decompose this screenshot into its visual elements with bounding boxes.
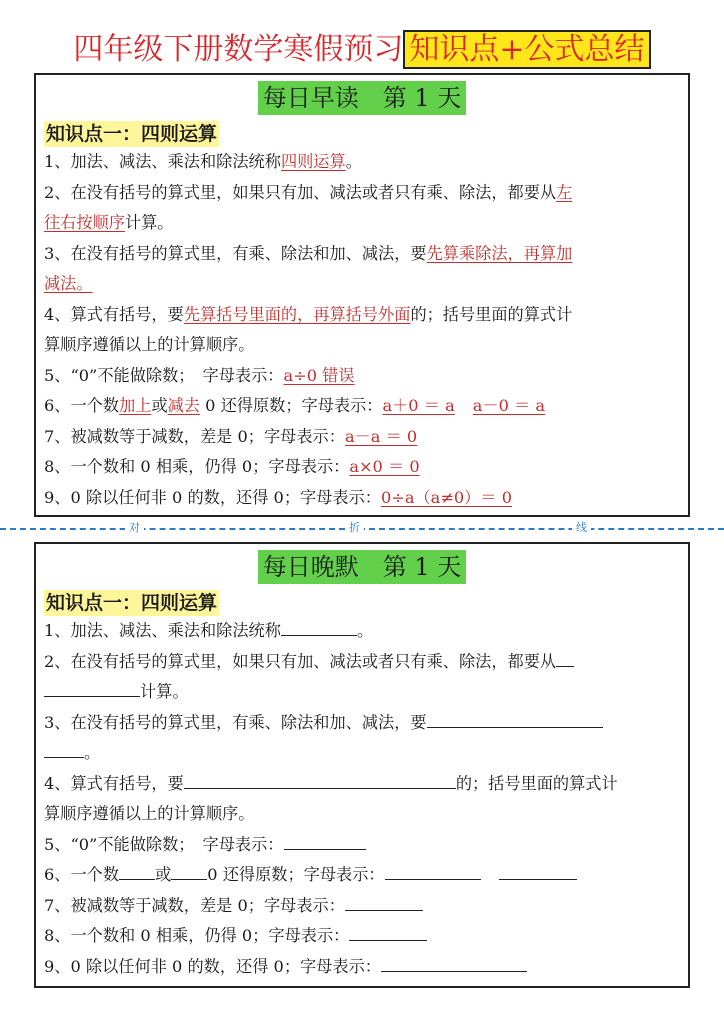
fold-label: 折 [345, 521, 364, 535]
text: 1、加法、减法、乘法和除法统称 [44, 621, 281, 640]
text: 0 还得原数；字母表示： [200, 396, 383, 415]
morning-line-8 [44, 361, 678, 392]
text: 4、算式有括号，要 [44, 773, 184, 793]
morning-line-6 [44, 300, 678, 331]
fold-label: 线 [572, 521, 591, 535]
answer: 往右按顺序 [44, 213, 125, 232]
text: 计算。 [124, 213, 174, 232]
answer: 减法。 [44, 274, 93, 293]
text: 0 还得原数；字母表示： [207, 865, 385, 884]
morning-line-4 [44, 239, 678, 270]
page-title-highlight: 知识点+公式总结 [403, 30, 650, 69]
text: 9、0 除以任何非 0 的数，还得 0；字母表示： [44, 956, 381, 976]
evening-line-4 [44, 708, 678, 739]
text: 7、被减数等于减数，差是 0；字母表示： [44, 426, 345, 446]
answer: 0÷a（a≠0）＝ 0 [380, 487, 513, 507]
evening-header-label: 每日晚默 第 1 天 [258, 550, 467, 584]
answer-blank[interactable] [284, 831, 366, 850]
evening-line-1 [44, 616, 678, 647]
answer-blank[interactable] [44, 678, 140, 697]
answer-blank[interactable] [499, 861, 577, 880]
evening-line-3 [44, 677, 678, 708]
evening-line-9 [44, 860, 678, 891]
morning-section-title: 知识点一：四则运算 [46, 123, 218, 145]
answer: 先算乘除法，再算加 [426, 243, 573, 263]
text: 2、在没有括号的算式里，如果只有加、减法或者只有乘、除法，都要从 [44, 651, 557, 671]
text: 8、一个数和 0 相乘，仍得 0；字母表示： [44, 457, 350, 476]
answer-blank[interactable] [556, 648, 574, 667]
text: 3、在没有括号的算式里，有乘、除法和加、减法，要 [44, 712, 427, 732]
text: 计算。 [140, 682, 189, 701]
morning-line-12 [44, 483, 678, 514]
text: 。 [356, 621, 374, 640]
evening-line-10 [44, 891, 678, 922]
morning-header-label: 每日早读 第 1 天 [258, 81, 467, 115]
evening-line-7 [44, 799, 678, 830]
answer: 四则运算 [280, 152, 346, 171]
text: 4、算式有括号，要 [44, 304, 184, 324]
text: 1、加法、减法、乘法和除法统称 [44, 152, 281, 171]
answer-blank[interactable] [171, 861, 207, 880]
text: 6、一个数 [44, 396, 120, 415]
text: 。 [345, 152, 362, 171]
answer-blank[interactable] [184, 770, 456, 789]
text: 6、一个数 [44, 865, 120, 884]
text: 算顺序遵循以上的计算顺序。 [44, 335, 255, 354]
morning-line-9 [44, 391, 678, 422]
morning-line-5 [44, 269, 678, 300]
morning-header [36, 81, 688, 115]
answer: 加上 [119, 396, 152, 415]
evening-line-2 [44, 647, 678, 678]
evening-header [36, 550, 688, 584]
answer-blank[interactable] [385, 861, 481, 880]
answer: a÷0 错误 [283, 365, 355, 385]
answer-blank[interactable] [119, 861, 155, 880]
answer: 减去 [167, 396, 200, 415]
answer-blank[interactable] [281, 617, 357, 636]
morning-line-11 [44, 452, 678, 483]
answer-blank[interactable] [381, 953, 527, 972]
evening-section-title: 知识点一：四则运算 [46, 592, 218, 614]
text: 的；括号里面的算式计 [410, 304, 573, 324]
evening-items [44, 616, 678, 982]
evening-line-11 [44, 921, 678, 952]
answer: a－0 ＝ a [472, 396, 546, 415]
morning-line-1 [44, 147, 678, 178]
text: 或 [155, 865, 172, 884]
morning-line-7 [44, 330, 678, 361]
answer: 先算括号里面的，再算括号外面 [183, 304, 411, 324]
morning-items [44, 147, 678, 513]
morning-reading-box [34, 73, 690, 517]
answer: 左 [556, 182, 573, 202]
morning-line-10 [44, 422, 678, 453]
evening-dictation-box [34, 542, 690, 988]
text: 。 [84, 743, 101, 762]
answer-blank[interactable] [345, 892, 423, 911]
text: 2、在没有括号的算式里，如果只有加、减法或者只有乘、除法，都要从 [44, 182, 557, 202]
answer: a－a ＝ 0 [344, 426, 418, 446]
text: 9、0 除以任何非 0 的数，还得 0；字母表示： [44, 487, 381, 507]
answer: a＋0 ＝ a [382, 396, 455, 415]
text: 的；括号里面的算式计 [455, 773, 618, 793]
text: 5、“0”不能做除数； 字母表示： [44, 365, 284, 385]
morning-line-2 [44, 178, 678, 209]
text: 或 [151, 396, 168, 415]
text: 7、被减数等于减数，差是 0；字母表示： [44, 895, 345, 915]
evening-line-6 [44, 769, 678, 800]
fold-label: 对 [125, 521, 144, 535]
answer-blank[interactable] [44, 739, 84, 758]
evening-line-8 [44, 830, 678, 861]
text: 8、一个数和 0 相乘，仍得 0；字母表示： [44, 926, 350, 945]
answer-blank[interactable] [349, 922, 427, 941]
answer-blank[interactable] [427, 709, 603, 728]
text: 3、在没有括号的算式里，有乘、除法和加、减法，要 [44, 243, 427, 263]
morning-line-3 [44, 208, 678, 239]
text: 5、“0”不能做除数； 字母表示： [44, 834, 284, 854]
answer: a×0 ＝ 0 [349, 457, 420, 476]
page-title [0, 28, 724, 72]
text: 算顺序遵循以上的计算顺序。 [44, 804, 255, 823]
evening-line-5 [44, 738, 678, 769]
evening-line-12 [44, 952, 678, 983]
page-title-main: 四年级下册数学寒假预习 [73, 32, 404, 67]
